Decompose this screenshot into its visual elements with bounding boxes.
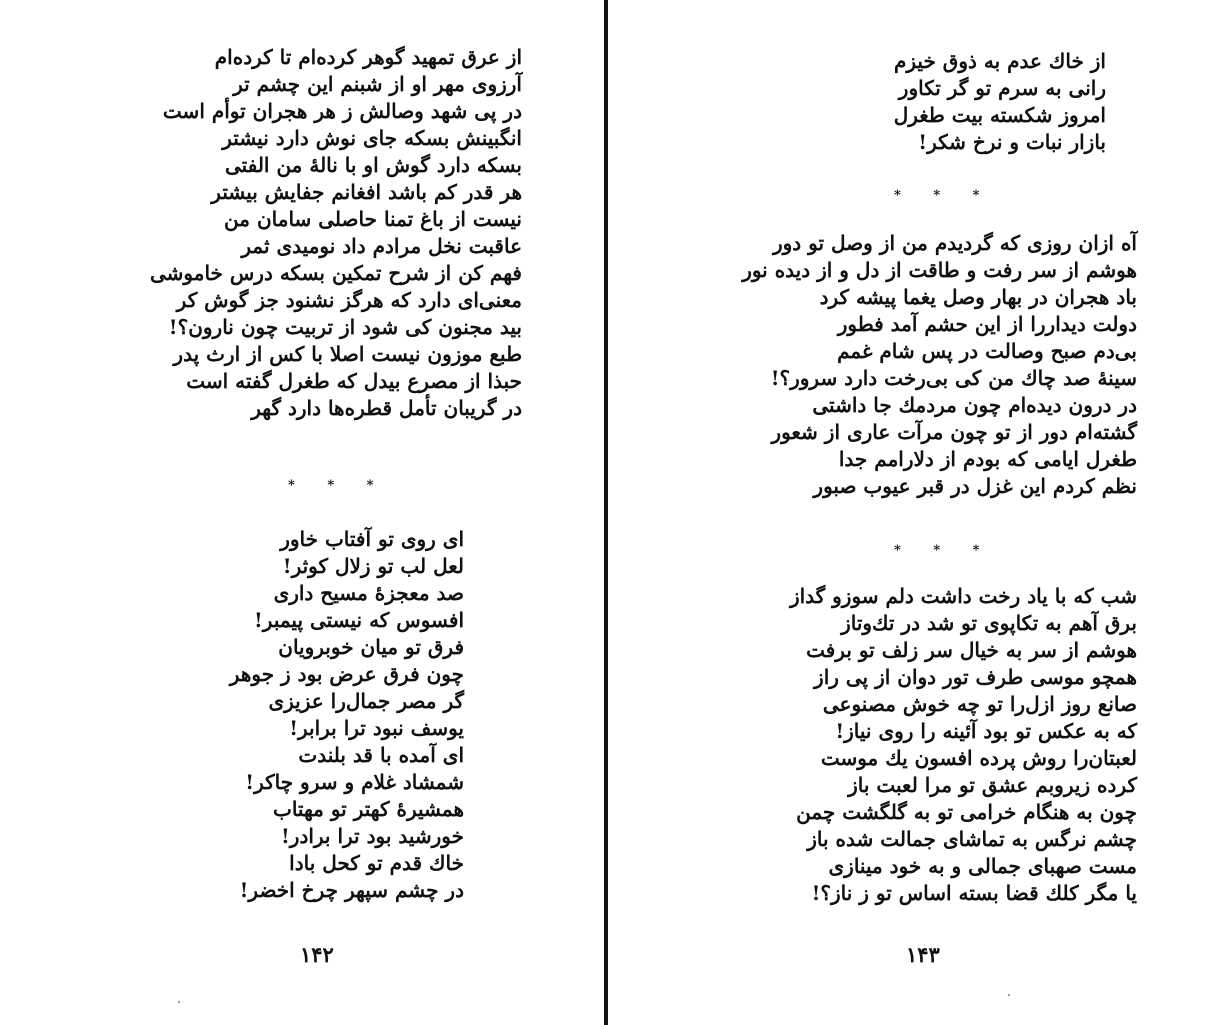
verse-line: لعل لب تو زلال کوثر! (282, 554, 464, 578)
section-separator: * * * (894, 543, 994, 558)
verse-line: شب که با یاد رخت داشت دلم سوزو گداز (789, 584, 1137, 608)
page-number: ۱۴۳ (906, 942, 940, 967)
verse-line: هوشم از سر به خیال سر زلف تو برفت (806, 638, 1137, 662)
verse-line: بازار نبات و نرخ شکر! (918, 130, 1106, 154)
verse-line: معنی‌ای دارد که هرگز نشنود جز گوش کر (176, 288, 522, 312)
page-142 (0, 0, 604, 1025)
print-speck (178, 1001, 180, 1003)
verse-line: طبع موزون نیست اصلا با کس از ارث پدر (173, 342, 522, 366)
poem-khak-adam (894, 48, 1106, 156)
verse-line: هر قدر کم باشد افغانم جفایش بیشتر (211, 180, 522, 204)
poem-masnavi-khavar (230, 526, 464, 904)
verse-line: باد هجران در بهار وصل یغما پیشه کرد (819, 285, 1137, 309)
verse-line: خاك قدم تو کحل بادا (289, 851, 464, 875)
verse-line: آرزوی مهر او از شبنم این چشم تر (233, 72, 522, 96)
verse-line: چون به هنگام خرامی تو به گلگشت چمن (796, 800, 1137, 824)
verse-line: خورشید بود ترا برادر! (281, 824, 464, 848)
verse-line: گشته‌ام دور از تو چون مرآت عاری از شعور (771, 420, 1137, 444)
verse-line: همچو موسی طرف تور دوان از پی راز (814, 665, 1137, 689)
verse-line: در درون دیده‌ام چون مردمك جا داشتی (812, 393, 1137, 417)
verse-line: که به عکس تو بود آئینه را روی نیاز! (835, 719, 1137, 743)
verse-line: هوشم از سر رفت و طاقت از دل و از دیده نور (742, 258, 1137, 282)
verse-line: حبذا از مصرع بیدل که طغرل گفته است (186, 369, 522, 393)
verse-line: یوسف نبود ترا برابر! (289, 716, 464, 740)
verse-line: آه ازان روزی که گردیدم من از وصل تو دور (772, 231, 1137, 255)
verse-line: بید مجنون کی شود از تربیت چون نارون؟! (168, 315, 522, 339)
verse-line: سینهٔ صد چاك من کی بی‌رخت دارد سرور؟! (770, 366, 1137, 390)
verse-line: لعبتان‌را روش پرده افسون یك موست (820, 746, 1137, 770)
verse-line: طغرل ایامی که بودم از دلارامم جدا (838, 447, 1137, 471)
verse-line: چشم نرگس به تماشای جمالت شده باز (807, 827, 1137, 851)
verse-line: رانی به سرم تو گر تکاور (898, 76, 1106, 100)
poem-ghazal-dur (742, 230, 1137, 500)
verse-line: نیست از باغ تمنا حاصلی سامان من (224, 207, 522, 231)
verse-line: کرده زیروبم عشق تو مرا لعبت باز (848, 773, 1137, 797)
verse-line: برق آهم به تکاپوی تو شد در تك‌وتاز (841, 611, 1137, 635)
section-separator: * * * (288, 478, 388, 493)
verse-line: صد معجزهٔ مسیح داری (273, 581, 464, 605)
verse-line: مست صهبای جمالی و به خود مینازی (828, 854, 1137, 878)
verse-line: همشیرهٔ کهتر تو مهتاب (273, 797, 464, 821)
verse-line: از عرق تمهید گوهر کرده‌ام تا کرده‌ام (214, 45, 522, 69)
verse-line: شمشاد غلام و سرو چاکر! (245, 770, 464, 794)
verse-line: ای روی تو آفتاب خاور (280, 527, 464, 551)
verse-line: در چشم سپهر چرخ اخضر! (239, 878, 464, 902)
verse-line: دولت دیداررا از این حشم آمد فطور (837, 312, 1137, 336)
verse-line: فهم کن از شرح تمکین بسکه درس خاموشی (149, 261, 522, 285)
verse-line: یا مگر کلك قضا بسته اساس تو ز ناز؟! (811, 881, 1137, 905)
verse-line: در گریبان تأمل قطره‌ها دارد گهر (251, 396, 522, 420)
poem-ghazal-gohar (150, 44, 522, 422)
verse-line: در پی شهد وصالش ز هر هجران توأم است (162, 99, 522, 123)
verse-line: نظم کردم این غزل در قبر عیوب صبور (813, 474, 1137, 498)
verse-line: امروز شکسته بیت طغرل (893, 103, 1106, 127)
print-speck (1008, 994, 1010, 996)
verse-line: عاقبت نخل مرادم داد نومیدی ثمر (241, 234, 522, 258)
verse-line: انگبینش بسکه جای نوش دارد نیشتر (222, 126, 522, 150)
page-number: ۱۴۲ (300, 942, 334, 967)
verse-line: ای آمده با قد بلندت (298, 743, 464, 767)
verse-line: از خاك عدم به ذوق خیزم (894, 49, 1106, 73)
verse-line: بسکه دارد گوش او با نالهٔ من الفتی (225, 153, 522, 177)
verse-line: فرق تو میان خوبرویان (278, 635, 464, 659)
page-143 (608, 0, 1214, 1025)
poem-ghazal-gozaz (790, 583, 1137, 907)
verse-line: بی‌دم صبح وصالت در پس شام غمم (837, 339, 1137, 363)
verse-line: چون فرق عرض بود ز جوهر (229, 662, 464, 686)
verse-line: افسوس که نیستی پیمبر! (254, 608, 464, 632)
verse-line: صانع روز ازل‌را تو چه خوش مصنوعی (822, 692, 1137, 716)
section-separator: * * * (894, 188, 994, 203)
verse-line: گر مصر جمال‌را عزیزی (268, 689, 464, 713)
